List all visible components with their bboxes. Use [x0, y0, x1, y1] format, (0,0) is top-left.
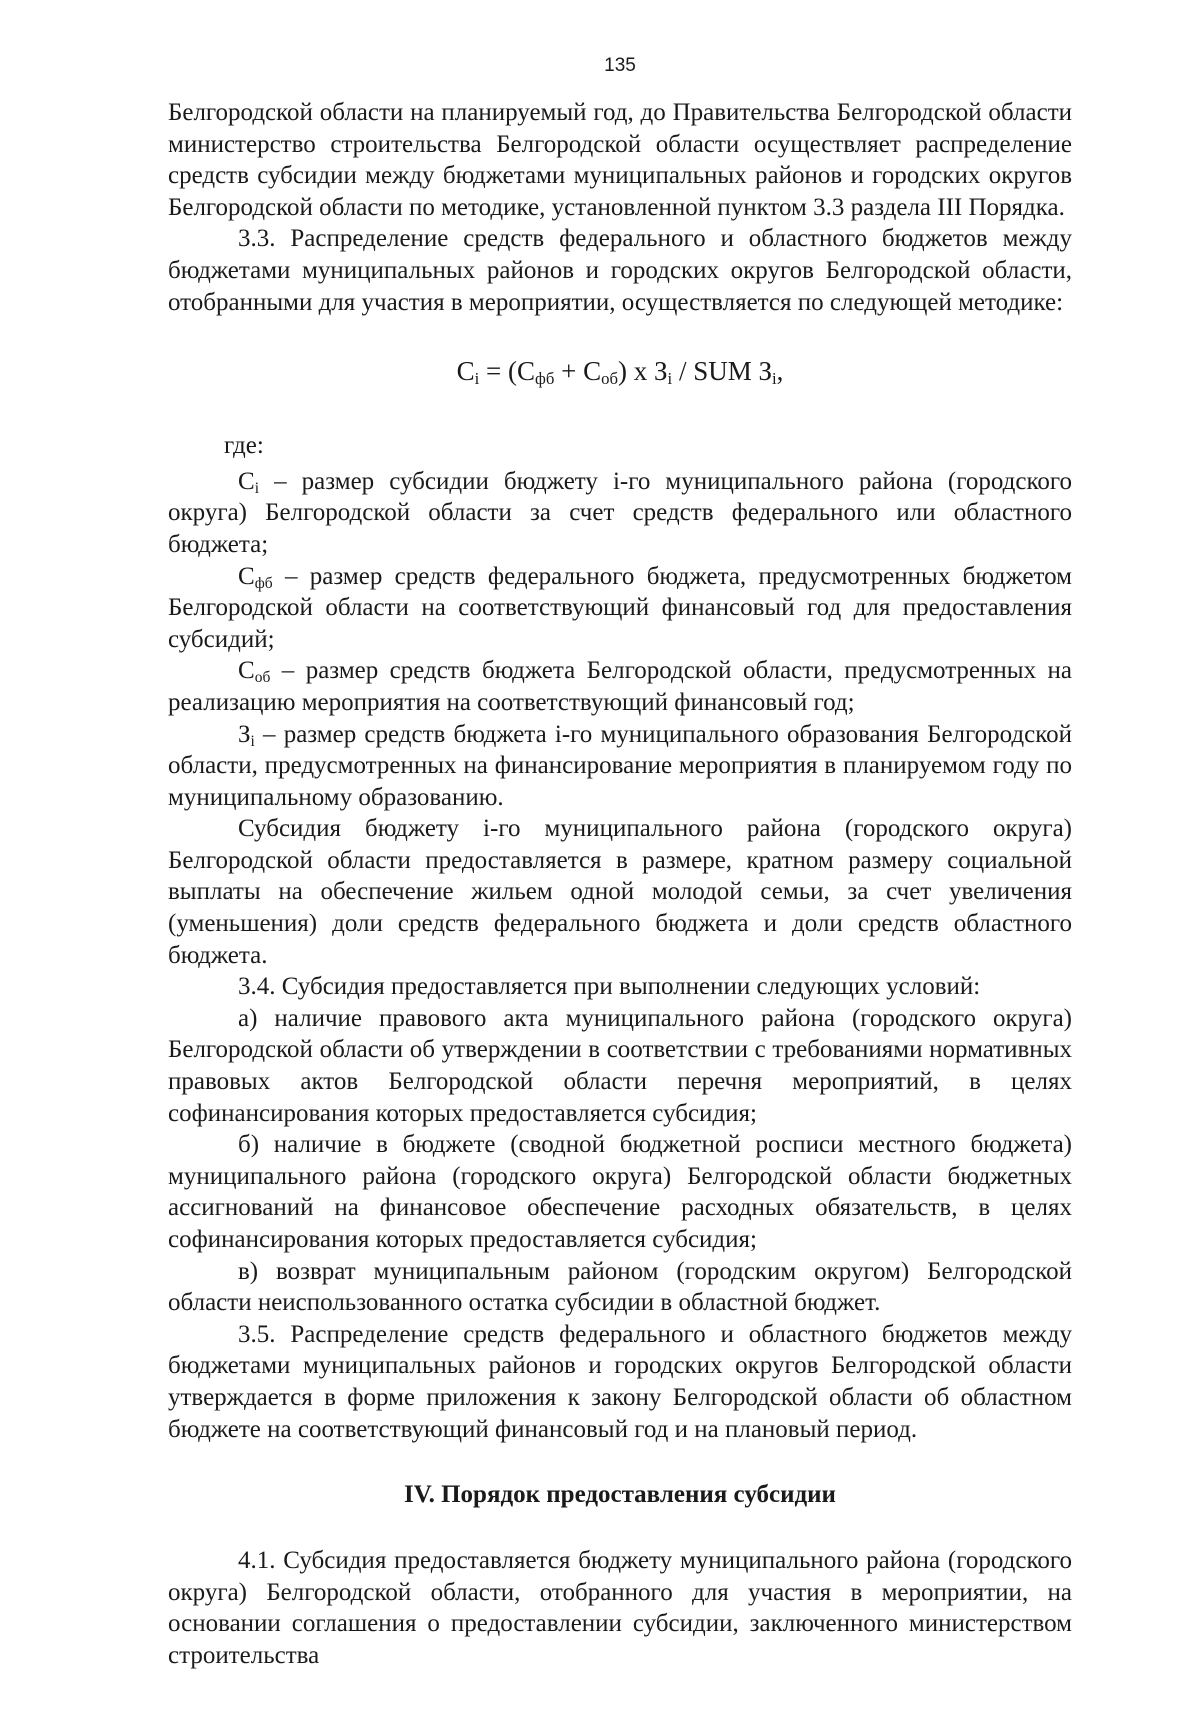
condition-v: в) возврат муниципальным районом (городским округом) Белгородской области неиспользованного остатка субсидии в областной бюджет.	[168, 1257, 1072, 1317]
condition-a: а) наличие правового акта муниципального района (городского округа) Белгородской области об утверждении в соответствии с требованиями нормативных правовых актов Белгородской области перечня мероприятий, в целях софинансирования которых предоставляется субсидия;	[168, 1004, 1072, 1127]
definition-cfb: $C_{фб}$ – размер средств федерального бюджета, предусмотренных бюджетом Белгородской области на соответствующий финансовый год для предоставления субсидий;	[168, 562, 1072, 653]
definition-cob: $C_{об}$ – размер средств бюджета Белгородской области, предусмотренных на реализацию мероприятия на соответствующий финансовый год;	[168, 657, 1072, 716]
definition-zi: $З_i$ – размер средств бюджета i-го муниципального образования Белгородской области, предусмотренных на финансирование мероприятия в планируемом году по муниципальному образованию.	[168, 720, 1072, 811]
where-label: где:	[224, 432, 264, 460]
paragraph-3-3: 3.3. Распределение средств федерального и областного бюджетов между бюджетами муниципальных районов и городских округов Белгородской области, отобранными для участия в мероприятии, осуществляется по следующей методике:	[168, 225, 1072, 316]
paragraph-4-1: 4.1. Субсидия предоставляется бюджету муниципального района (городского округа) Белгородской области, отобранного для участия в мероприятии, на основании соглашения о предоставлении субсидии, заключенного министерством строительства	[168, 1547, 1072, 1669]
paragraph-subsidy-size: Субсидия бюджету i-го муниципального района (городского округа) Белгородской области предоставляется в размере, кратном размеру социальной выплаты на обеспечение жильем одной молодой семьи, за счет увеличения (уменьшения) доли средств федерального бюджета и доли средств областного бюджета.	[168, 815, 1072, 969]
section-heading: IV. Порядок предоставления субсидии	[404, 1481, 836, 1509]
paragraph-continuation: Белгородской области на планируемый год, до Правительства Белгородской области министерство строительства Белгородской области осуществляет распределение средств субсидии между бюджетами муниципальных районов и городских округов Белгородской области по методике, установленной пунктом 3.3 раздела III Порядка.	[168, 99, 1072, 221]
condition-b: б) наличие в бюджете (сводной бюджетной росписи местного бюджета) муниципального района (городского округа) Белгородской области бюджетных ассигнований на финансовое обеспечение расходных обязательств, в целях софинансирования которых предоставляется субсидия;	[168, 1131, 1072, 1253]
distribution-formula: $C_i = (C_{фб} + C_{об})$ x $З_i$ / SUM $З_i$,	[456, 356, 784, 389]
paragraph-3-5: 3.5. Распределение средств федерального и областного бюджетов между бюджетами муниципальных районов и городских округов Белгородской области утверждается в форме приложения к закону Белгородской области об областном бюджете на соответствующий финансовый год и на плановый период.	[168, 1320, 1072, 1443]
definition-ci: $C_i$ – размер субсидии бюджету i-го муниципального района (городского округа) Белгородской области за счет средств федерального или областного бюджета;	[168, 467, 1072, 558]
page-number: 135	[604, 55, 636, 76]
paragraph-3-4: 3.4. Субсидия предоставляется при выполнении следующих условий:	[238, 973, 981, 1001]
